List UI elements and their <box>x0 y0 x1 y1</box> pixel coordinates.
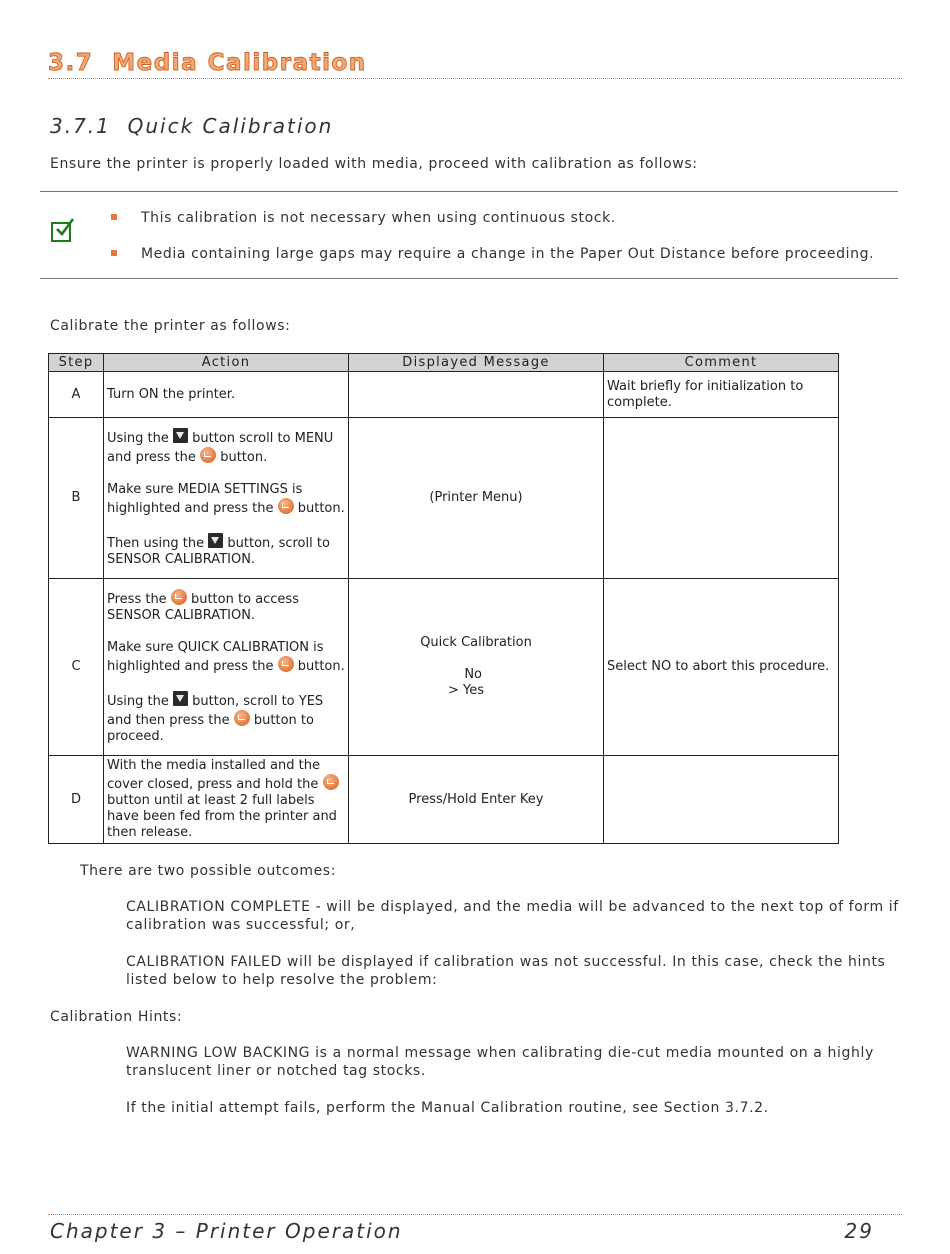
outcome-item: CALIBRATION FAILED will be displayed if calibration was not successful. In this case, check the hints listed below to help resolve the problem: <box>126 954 886 988</box>
comment-cell: Select NO to abort this procedure. <box>604 579 839 756</box>
calibrate-intro: Calibrate the printer as follows: <box>50 318 291 334</box>
table-header-row <box>49 354 839 372</box>
action-text: button until at least 2 full labels have been fed from the printer and then release. <box>107 793 337 840</box>
bullet-icon <box>111 250 117 256</box>
section-title: Media Calibration <box>112 50 367 76</box>
action-text: button, scroll to SENSOR CALIBRATION. <box>107 536 330 567</box>
hint-item: WARNING LOW BACKING is a normal message when calibrating die-cut media mounted on a highly translucent liner or notched tag stocks. <box>126 1045 874 1079</box>
outcome-item: CALIBRATION COMPLETE - will be displayed, and the media will be advanced to the next top of form if calibration was successful; or, <box>126 899 899 933</box>
action-text: Make sure MEDIA SETTINGS is highlighted and press the <box>107 482 303 516</box>
header-action: Action <box>104 354 349 372</box>
subsection-heading <box>50 114 333 138</box>
note-item: Media containing large gaps may require a change in the Paper Out Distance before proceeding. <box>141 246 875 262</box>
section-heading <box>48 50 367 76</box>
action-cell <box>104 756 349 844</box>
down-arrow-button-icon <box>173 691 188 706</box>
enter-button-icon <box>234 710 250 726</box>
action-text: Turn ON the printer. <box>107 386 236 402</box>
message-line: No <box>464 667 482 682</box>
comment-cell: Wait briefly for initialization to complete. <box>604 372 839 418</box>
checkbox-check-icon <box>51 222 71 242</box>
intro-text: Ensure the printer is properly loaded with media, proceed with calibration as follows: <box>50 156 698 172</box>
bullet-icon <box>111 214 117 220</box>
comment-cell <box>604 418 839 579</box>
action-text: Make sure QUICK CALIBRATION is highlighted and press the <box>107 640 324 674</box>
subsection-title: Quick Calibration <box>127 114 334 138</box>
down-arrow-button-icon <box>208 533 223 548</box>
table-row <box>49 756 839 844</box>
section-divider <box>48 78 902 79</box>
table-row <box>49 418 839 579</box>
action-text: button to proceed. <box>107 713 314 744</box>
message-cell: (Printer Menu) <box>349 418 604 579</box>
step-cell: B <box>49 418 104 579</box>
action-text: Using the <box>107 694 169 709</box>
table-row <box>49 579 839 756</box>
message-cell: Press/Hold Enter Key <box>349 756 604 844</box>
note-top-rule <box>40 191 898 192</box>
enter-button-icon <box>278 498 294 514</box>
step-cell: D <box>49 756 104 844</box>
note-bottom-rule <box>40 278 898 279</box>
action-text: button to access SENSOR CALIBRATION. <box>107 592 299 623</box>
action-text: Press the <box>107 592 167 607</box>
step-cell: A <box>49 372 104 418</box>
message-line: Quick Calibration <box>420 635 532 650</box>
hints-title: Calibration Hints: <box>50 1009 183 1025</box>
table-row <box>49 372 839 418</box>
page-number: 29 <box>844 1219 874 1243</box>
step-cell: C <box>49 579 104 756</box>
action-text: button scroll to MENU and press the <box>107 431 334 465</box>
action-text: button, scroll to YES and then press the <box>107 694 324 728</box>
message-line: > Yes <box>447 683 484 698</box>
header-comment: Comment <box>604 354 839 372</box>
message-cell <box>349 372 604 418</box>
note-item: This calibration is not necessary when using continuous stock. <box>141 210 616 226</box>
action-text: button. <box>220 450 268 465</box>
action-cell <box>104 418 349 579</box>
enter-button-icon <box>200 447 216 463</box>
action-cell <box>104 372 349 418</box>
calibration-table <box>48 353 839 844</box>
comment-cell <box>604 756 839 844</box>
action-cell <box>104 579 349 756</box>
subsection-number: 3.7.1 <box>50 114 111 138</box>
message-cell <box>349 579 604 756</box>
enter-button-icon <box>278 656 294 672</box>
action-text: Then using the <box>107 536 205 551</box>
header-message: Displayed Message <box>349 354 604 372</box>
enter-button-icon <box>323 774 339 790</box>
enter-button-icon <box>171 589 187 605</box>
header-step: Step <box>49 354 104 372</box>
footer-divider <box>48 1214 902 1215</box>
section-number: 3.7 <box>48 50 94 76</box>
outcomes-intro: There are two possible outcomes: <box>80 863 337 879</box>
action-text: With the media installed and the cover closed, press and hold the <box>107 758 320 792</box>
hint-item: If the initial attempt fails, perform the Manual Calibration routine, see Section 3.7.2. <box>126 1100 769 1116</box>
action-text: Using the <box>107 431 169 446</box>
action-text: button. <box>297 501 345 516</box>
down-arrow-button-icon <box>173 428 188 443</box>
action-text: button. <box>297 659 345 674</box>
footer-chapter: Chapter 3 – Printer Operation <box>50 1219 403 1243</box>
